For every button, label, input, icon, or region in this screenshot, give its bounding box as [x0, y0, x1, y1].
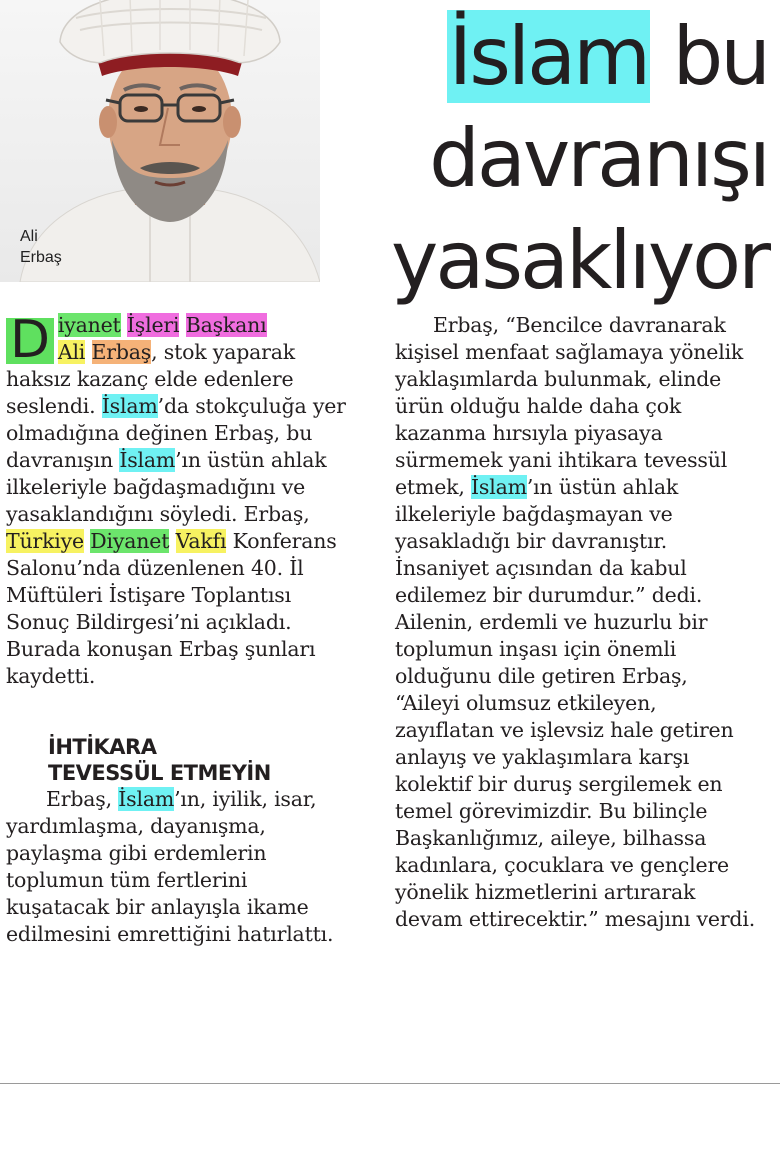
term-ali: Ali — [57, 340, 86, 364]
term-islam: İslam — [101, 394, 158, 418]
term-vakfi: Vakfı — [175, 529, 227, 553]
photo-caption — [20, 226, 80, 268]
left-column — [6, 312, 356, 948]
term-islam: İslam — [471, 475, 527, 499]
term-islam: İslam — [119, 448, 176, 472]
right-column — [395, 312, 755, 933]
paragraph-intro — [6, 312, 356, 690]
term-erbas: Erbaş — [91, 340, 152, 364]
term-turkiye: Türkiye — [6, 529, 84, 553]
text-run: ’da stokçuluğa yer olmadığına değinen Erbaş, bu davranışın — [6, 394, 346, 472]
text-run: ’ın, iyilik, isar, yardımlaşma, dayanışma, paylaşma gibi erdemlerin toplumun tüm fertlerini kuşatacak bir anlayışla ikame edilmesini emrettiğini hatırlattı. — [6, 787, 334, 946]
dropcap: D — [6, 318, 54, 364]
headline-highlight: İslam — [448, 10, 649, 103]
headline-rest: bu davranışı yasaklıyor — [390, 10, 768, 307]
term-baskani: Başkanı — [185, 313, 267, 337]
portrait-photo — [0, 0, 320, 282]
bottom-divider — [0, 1083, 780, 1084]
text-run: ’ın üstün ahlak ilkeleriyle bağdaşmadığını ve yasaklandığını söyledi. Erbaş, — [6, 448, 327, 526]
paragraph-second — [6, 786, 356, 948]
term-islam: İslam — [118, 787, 175, 811]
subheading-line: TEVESSÜL ETMEYİN — [48, 761, 271, 785]
text-run: ’ın üstün ahlak ilkeleriyle bağdaşmayan ve yasakladığı bir davranıştır. İnsaniyet açısından da kabul edilemez bir durumdur.” dedi. Ailenin, erdemli ve huzurlu bir toplumun inşası için önemli olduğunu dile getiren Erbaş, “Aileyi olumsuz etkileyen, zayıflatan ve işlevsiz hale getiren anlayış ve yaklaşımlara karşı kolektif bir duruş sergilemek en temel görevimizdir. Bu bilinçle Başkanlığımız, aileye, bilhassa kadınlara, çocuklara ve gençlere yönelik hizmetlerini artırarak devam ettirecektir.” mesajını verdi. — [395, 475, 756, 931]
text-run: Erbaş, “Bencilce davranarak kişisel menfaat sağlamaya yönelik yaklaşımlarda bulunmak, elinde ürün olduğu halde daha çok kazanma hırsıyla piyasaya sürmemek yani ihtikara tevessül etmek, — [395, 313, 744, 499]
headline — [318, 6, 768, 312]
term-diyanet: iyanet — [57, 313, 121, 337]
subheading-line: İHTİKARA — [48, 735, 157, 759]
text-run: Erbaş, — [46, 787, 119, 811]
caption-last-name: Erbaş — [20, 249, 62, 266]
term-isleri: İşleri — [126, 313, 180, 337]
text-run: Konferans Salonu’nda düzenlenen 40. İl Müftüleri İstişare Toplantısı Sonuç Bildirgesi’ni açıkladı. Burada konuşan Erbaş şunları kaydetti. — [6, 529, 337, 688]
term-diyanet: Diyanet — [90, 529, 170, 553]
paragraph-quote — [395, 312, 755, 933]
subheading — [48, 734, 356, 786]
caption-first-name: Ali — [20, 228, 38, 245]
text-run: , stok yaparak haksız kazanç elde edenlere seslendi. — [6, 340, 296, 418]
